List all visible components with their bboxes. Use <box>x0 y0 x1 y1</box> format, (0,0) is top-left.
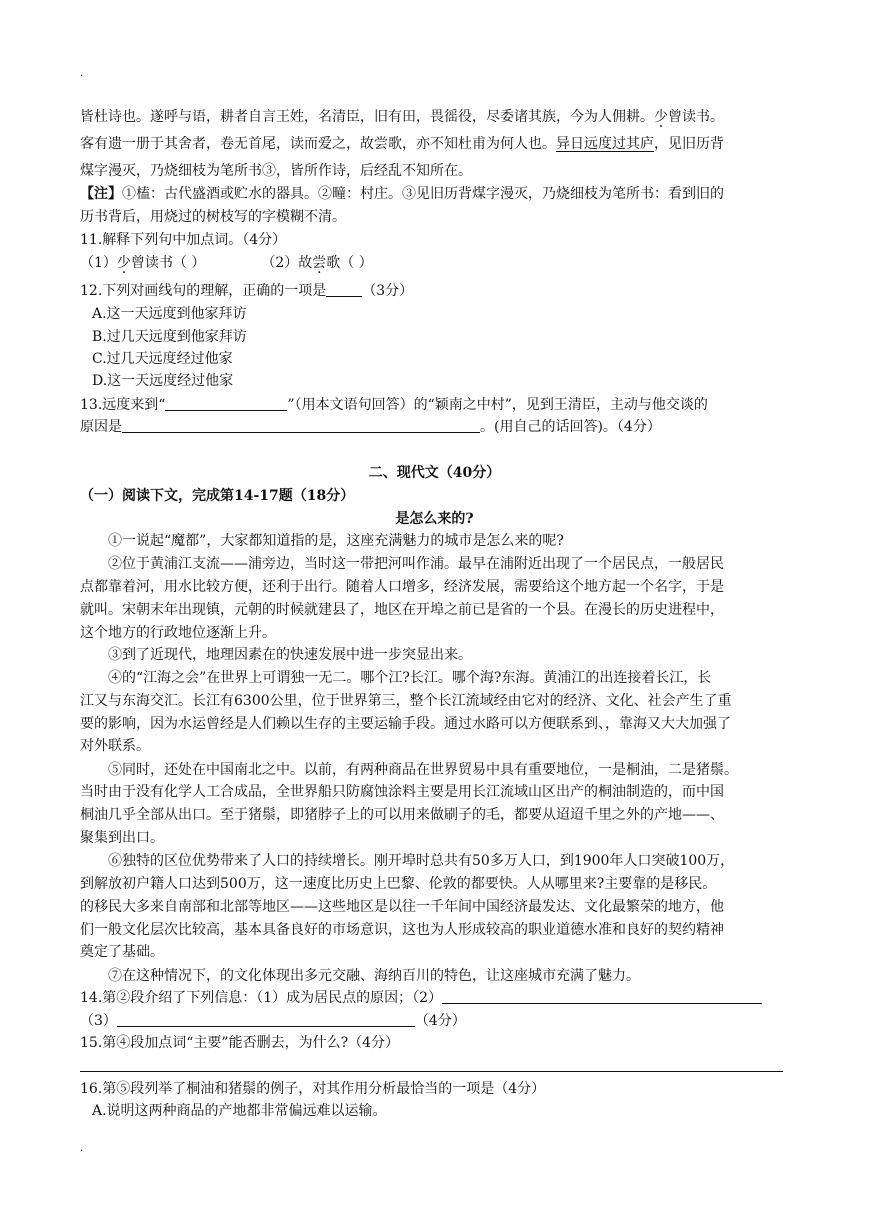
text-run: 皆杜诗也。遂呼与语，耕者自言王姓，名清臣，旧有田，畏徭役，尽委诸其族，今为人佣耕。 <box>80 109 654 125</box>
article-p2-line: 就叫。宋朝末年出现镇，元朝的时候就建县了，地区在开埠之前已是省的一个县。在漫长的历史进程中， <box>80 602 724 618</box>
answer-blank[interactable] <box>326 282 362 297</box>
part-heading: （一）阅读下文，完成第14-17题（18分） <box>80 488 355 504</box>
article-p3: ③到了近现代，地理因素在的快速发展中进一步突显出来。 <box>108 647 472 663</box>
text-run: 曾读书（ ） <box>130 255 206 271</box>
note-label: 【注】 <box>80 186 122 202</box>
section-title: 二、现代文（40分） <box>368 465 501 481</box>
article-p5-line: 聚集到出口。 <box>80 830 164 846</box>
article-p4-line: 对外联系。 <box>80 738 150 754</box>
text-run: ，见旧历背 <box>654 136 724 152</box>
classical-line-1 <box>80 107 724 127</box>
text-run: （2）故 <box>261 255 313 271</box>
q14-line-1 <box>80 988 762 1008</box>
article-p6-line: ⑥独特的区位优势带来了人口的持续增长。刚开埠时总共有50多万人口，到1900年人口突破100万， <box>108 853 735 869</box>
article-p7: ⑦在这种情况下，的文化体现出多元交融、海纳百川的特色，让这座城市充满了魅力。 <box>108 968 640 984</box>
q16-stem: 16.第⑤段列举了桐油和猪鬃的例子，对其作用分析最恰当的一项是（4分） <box>80 1081 546 1097</box>
article-p4-line: 江又与东海交汇。长江有6300公里，位于世界第三，整个长江流域经由它对的经济、文化、社会产生了重 <box>80 693 732 709</box>
answer-blank[interactable] <box>442 989 762 1004</box>
article-p2-line: ②位于黄浦江支流——浦旁边，当时这一带把河叫作浦。最早在浦附近出现了一个居民点，一般居民 <box>108 556 724 572</box>
q12-stem <box>80 281 413 301</box>
article-p4-line: ④的“江海之会”在世界上可谓独一无二。哪个江?长江。哪个海?东海。黄浦江的出连接着长江，长 <box>108 670 712 686</box>
q13-line-1 <box>80 395 708 415</box>
classical-line-2 <box>80 134 724 154</box>
article-title: 是怎么来的? <box>395 511 474 527</box>
text-run: （1） <box>80 255 117 271</box>
q12-option-d: D.这一天远度经过他家 <box>92 373 234 389</box>
article-p6-line: 的移民大多来自南部和北部等地区——这些地区是以往一千年间中国经济最发达、文化最繁荣的地方，他 <box>80 899 724 915</box>
article-p4-line: 要的影响，因为水运曾经是人们赖以生存的主要运输手段。通过水路可以方便联系到、，靠海又大大加强了 <box>80 716 731 732</box>
text-run: 歌（ ） <box>326 255 373 271</box>
note-line-1 <box>80 184 724 204</box>
text-run: （3） <box>80 1013 117 1029</box>
text-run: 曾读书。 <box>668 109 724 125</box>
text-run: 客有遗一册于其舍者，卷无首尾，读而爱之，故 <box>80 136 374 152</box>
text-run: 歌，亦不知杜甫为何人也。 <box>388 136 556 152</box>
q16-option-a: A.说明这两种商品的产地都非常偏远难以运输。 <box>92 1103 387 1119</box>
text-run: （3分） <box>362 283 414 299</box>
answer-blank[interactable] <box>117 1012 415 1027</box>
article-p6-line: 们一般文化层次比较高，基本具备良好的市场意识，这也为人形成较高的职业道德水准和良好的契约精神 <box>80 922 724 938</box>
page-mark-bottom: . <box>80 1143 84 1154</box>
text-run: 尝 <box>374 136 388 152</box>
q12-option-b: B.过几天远度到他家拜访 <box>92 329 247 345</box>
page-mark-top: . <box>80 68 84 79</box>
q12-option-c: C.过几天远度经过他家 <box>92 351 233 367</box>
q12-option-a: A.这一天远度到他家拜访 <box>92 306 247 322</box>
article-p2-line: 点都靠着河，用水比较方便，还利于出行。随着人口增多，经济发展，需要给这个地方起一个名字，于是 <box>80 579 724 595</box>
article-p5-line: 当时由于没有化学人工合成品，全世界船只防腐蚀涂料主要是用长江流域山区出产的桐油制造的，而中国 <box>80 784 724 800</box>
article-p2-line: 这个地方的行政地位逐渐上升。 <box>80 625 276 641</box>
answer-blank[interactable] <box>165 396 287 411</box>
q15-answer-line[interactable] <box>80 1071 783 1072</box>
text-run: （4分） <box>414 1013 466 1029</box>
answer-blank[interactable] <box>122 418 480 433</box>
text-run: 12.下列对画线句的理解，正确的一项是 <box>80 283 327 299</box>
q13-line-2 <box>80 417 661 437</box>
article-p6-line: 到解放初户籍人口达到500万，这一速度比历史上巴黎、伦敦的都要快。人从哪里来?主要靠的是移民。 <box>80 876 717 892</box>
text-run: ①榼：古代盛酒或贮水的器具。②疃：村庄。③见旧历背煤字漫灭，乃烧细枝为笔所书：看到旧的 <box>122 186 724 202</box>
dotted-word-chang: 尝 <box>312 255 327 271</box>
text-run: ”（用本文语句回答）的“颖南之中村”，见到王清臣，主动与他交谈的 <box>287 397 708 413</box>
text-run: 原因是 <box>80 419 122 435</box>
dotted-word-shao: 少 <box>654 109 668 125</box>
article-p5-line: ⑤同时，还处在中国南北之中。以前，有两种商品在世界贸易中具有重要地位，一是桐油，二是猪鬃。 <box>108 762 738 778</box>
q14-line-2 <box>80 1011 466 1031</box>
dotted-word-shao: 少 <box>116 255 131 271</box>
text-run: 13.远度来到“ <box>80 397 166 413</box>
note-line-2: 历书背后，用烧过的树枝写的字模糊不清。 <box>80 209 346 225</box>
article-p5-line: 桐油几乎全部从出口。至于猪鬃，即猪脖子上的可以用来做刷子的毛，都要从迢迢千里之外的产地——、 <box>80 807 724 823</box>
text-run: 。(用自己的话回答)。（4分） <box>480 419 661 435</box>
article-p6-line: 奠定了基础。 <box>80 944 164 960</box>
text-run: 14.第②段介绍了下列信息：（1）成为居民点的原因；（2） <box>80 990 443 1006</box>
q11-items <box>80 253 373 273</box>
classical-line-3: 煤字漫灭，乃烧细枝为笔所书③，皆所作诗，后经乱不知所在。 <box>80 163 472 179</box>
q11-stem: 11.解释下列句中加点词。（4分） <box>80 232 287 248</box>
q15-stem: 15.第④段加点词“主要”能否删去，为什么?（4分） <box>80 1035 399 1051</box>
underlined-sentence: 异日远度过其庐 <box>556 136 654 152</box>
article-p1: ①一说起“魔都”，大家都知道指的是，这座充满魅力的城市是怎么来的呢? <box>108 533 564 549</box>
